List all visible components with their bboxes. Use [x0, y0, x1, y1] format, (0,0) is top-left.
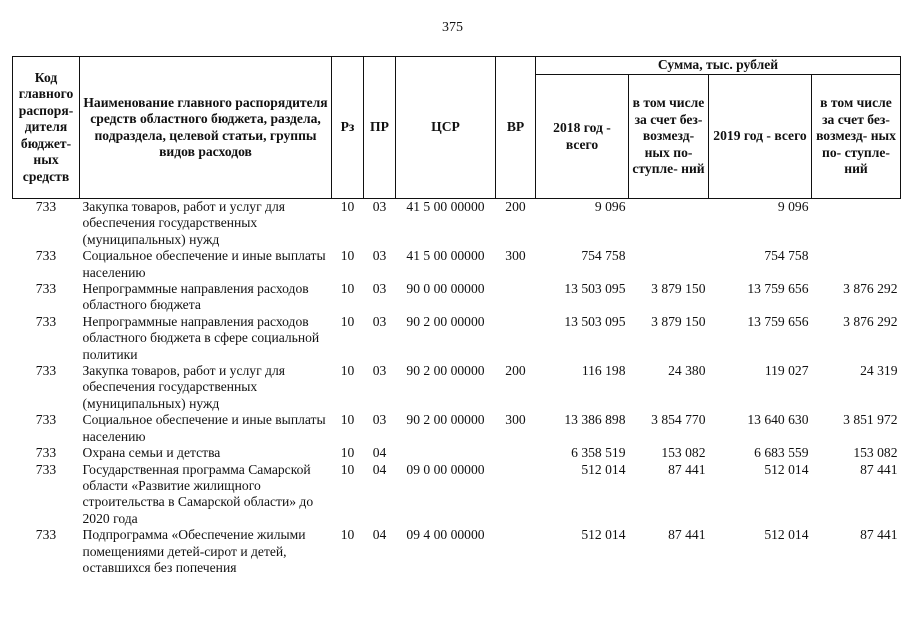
cell-2018-total: 13 386 898: [564, 412, 626, 428]
header-rz: Рз: [332, 57, 364, 199]
cell-vr: 200: [505, 363, 526, 379]
cell-2018-grants: 3 879 150: [651, 313, 706, 329]
cell-name: Закупка товаров, работ и услуг для обеспечения государственных (муниципальных) нужд: [82, 199, 286, 247]
cell-csr: 41 5 00 00000: [406, 248, 485, 264]
cell-vr: 200: [505, 199, 526, 214]
cell-name: Непрограммные направления расходов областного бюджета: [82, 281, 309, 313]
cell-2018-total: 13 503 095: [564, 281, 626, 297]
cell-name: Охрана семьи и детства: [82, 445, 221, 461]
table-row: [13, 314, 901, 363]
header-2019-grants: в том числе за счет без- возмезд- ных по- ступле- ний: [812, 75, 901, 199]
cell-csr: 90 0 00 00000: [406, 281, 485, 297]
cell-2019-total: 119 027: [764, 363, 809, 379]
cell-rz: 10: [340, 527, 355, 543]
cell-name: Социальное обеспечение и иные выплаты населению: [82, 412, 326, 444]
cell-2019-grants: 153 082: [853, 445, 898, 461]
cell-code: 733: [35, 445, 57, 461]
table-row: [13, 248, 901, 281]
header-vr: ВР: [496, 57, 536, 199]
cell-pr: 03: [372, 248, 387, 264]
cell-rz: 10: [340, 461, 355, 477]
cell-2018-total: 9 096: [594, 199, 626, 214]
cell-2018-grants: 87 441: [668, 461, 706, 477]
cell-2018-grants: 3 854 770: [651, 412, 706, 428]
cell-2018-grants: 3 879 150: [651, 281, 706, 297]
table-row: [13, 363, 901, 412]
cell-2019-total: 13 640 630: [747, 412, 809, 428]
cell-vr: [496, 527, 536, 576]
cell-2018-grants: [629, 248, 709, 281]
cell-csr: [396, 445, 496, 461]
cell-2019-grants: 3 876 292: [843, 313, 898, 329]
cell-vr: [496, 281, 536, 314]
table-row: [13, 445, 901, 461]
table-row: [13, 412, 901, 445]
cell-name: Непрограммные направления расходов областного бюджета в сфере социальной политики: [82, 313, 320, 362]
table-row: [13, 462, 901, 528]
cell-pr: 04: [372, 445, 387, 461]
header-csr: ЦСР: [396, 57, 496, 199]
cell-csr: 90 2 00 00000: [406, 363, 485, 379]
cell-pr: 03: [372, 363, 387, 379]
cell-vr: 300: [505, 412, 526, 428]
cell-rz: 10: [340, 445, 355, 461]
cell-pr: 03: [372, 281, 387, 297]
cell-2019-grants: [812, 199, 901, 249]
cell-2019-total: 6 683 559: [754, 445, 809, 461]
header-pr: ПР: [364, 57, 396, 199]
cell-csr: 41 5 00 00000: [406, 199, 485, 214]
cell-vr: [496, 314, 536, 363]
header-2019-total: 2019 год - всего: [709, 75, 812, 199]
cell-code: 733: [35, 527, 57, 543]
cell-name: Государственная программа Самарской области «Развитие жилищного строительства в Самарской области» до 2020 года: [82, 461, 314, 526]
cell-2018-grants: 87 441: [668, 527, 706, 543]
cell-2019-total: 9 096: [777, 199, 809, 214]
cell-vr: [496, 462, 536, 528]
cell-csr: 90 2 00 00000: [406, 412, 485, 428]
cell-2018-grants: 153 082: [661, 445, 706, 461]
cell-csr: 90 2 00 00000: [406, 313, 485, 329]
cell-code: 733: [35, 363, 57, 379]
cell-2019-total: 512 014: [764, 461, 809, 477]
cell-2018-total: 512 014: [581, 461, 626, 477]
cell-2019-total: 13 759 656: [747, 281, 809, 297]
cell-2018-total: 6 358 519: [571, 445, 626, 461]
cell-pr: 03: [372, 199, 387, 214]
cell-code: 733: [35, 199, 57, 214]
table-row: [13, 281, 901, 314]
budget-table: [12, 56, 901, 576]
cell-2019-total: 754 758: [764, 248, 809, 264]
cell-code: 733: [35, 313, 57, 329]
cell-pr: 04: [372, 461, 387, 477]
header-name: Наименование главного распорядителя средств областного бюджета, раздела, подраздела, целевой статьи, группы видов расходов: [80, 57, 332, 199]
cell-2019-total: 13 759 656: [747, 313, 809, 329]
cell-csr: 09 0 00 00000: [406, 461, 485, 477]
cell-2018-grants: 24 380: [668, 363, 706, 379]
cell-name: Социальное обеспечение и иные выплаты населению: [82, 248, 326, 280]
header-code: Код главного распоря- дителя бюджет- ных средств: [13, 57, 80, 199]
cell-rz: 10: [340, 363, 355, 379]
cell-2019-grants: 24 319: [860, 363, 898, 379]
cell-2019-grants: 3 876 292: [843, 281, 898, 297]
cell-vr: 300: [505, 248, 526, 264]
cell-2018-total: 512 014: [581, 527, 626, 543]
cell-2018-total: 116 198: [581, 363, 626, 379]
cell-rz: 10: [340, 313, 355, 329]
cell-2019-total: 512 014: [764, 527, 809, 543]
cell-vr: [496, 445, 536, 461]
cell-2019-grants: 3 851 972: [843, 412, 898, 428]
cell-code: 733: [35, 461, 57, 477]
cell-pr: 03: [372, 313, 387, 329]
cell-2019-grants: 87 441: [860, 527, 898, 543]
cell-rz: 10: [340, 248, 355, 264]
cell-rz: 10: [340, 281, 355, 297]
cell-2018-total: 754 758: [581, 248, 626, 264]
cell-pr: 03: [372, 412, 387, 428]
cell-2019-grants: 87 441: [860, 461, 898, 477]
cell-pr: 04: [372, 527, 387, 543]
page-number: 375: [442, 20, 463, 35]
cell-2018-total: 13 503 095: [564, 313, 626, 329]
header-2018-total: 2018 год - всего: [536, 75, 629, 199]
cell-name: Подпрограмма «Обеспечение жилыми помещениями детей-сирот и детей, оставшихся без попечения: [82, 527, 306, 575]
table-row: [13, 527, 901, 576]
cell-code: 733: [35, 412, 57, 428]
cell-code: 733: [35, 281, 57, 297]
header-sum: Сумма, тыс. рублей: [536, 57, 901, 75]
header-2018-grants: в том числе за счет без- возмезд- ных по- ступле- ний: [629, 75, 709, 199]
cell-code: 733: [35, 248, 57, 264]
table-row: [13, 199, 901, 249]
cell-csr: 09 4 00 00000: [406, 527, 485, 543]
cell-2019-grants: [812, 248, 901, 281]
cell-rz: 10: [340, 199, 355, 214]
cell-rz: 10: [340, 412, 355, 428]
cell-2018-grants: [629, 199, 709, 249]
cell-name: Закупка товаров, работ и услуг для обеспечения государственных (муниципальных) нужд: [82, 363, 286, 411]
